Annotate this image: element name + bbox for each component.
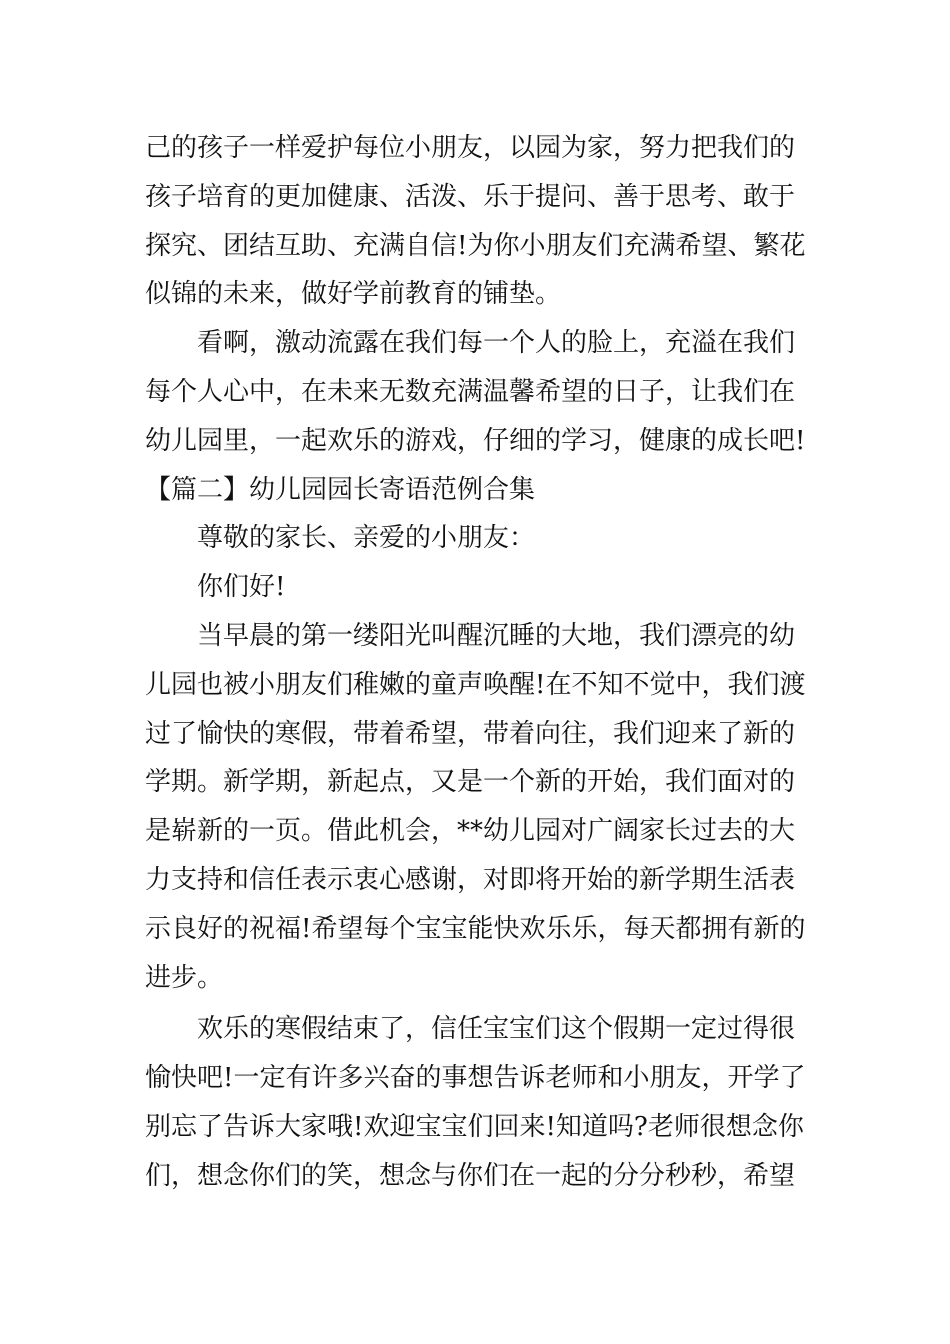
text-line: 每个人心中，在未来无数充满温馨希望的日子，让我们在 bbox=[145, 376, 796, 407]
text-line: 学期。新学期，新起点，又是一个新的开始，我们面对的 bbox=[145, 767, 796, 798]
text-line: 探究、团结互助、充满自信!为你小朋友们充满希望、繁花 bbox=[145, 230, 806, 261]
text-line: 当早晨的第一缕阳光叫醒沉睡的大地，我们漂亮的幼 bbox=[197, 620, 796, 651]
text-line: 力支持和信任表示衷心感谢，对即将开始的新学期生活表 bbox=[145, 864, 796, 895]
document-body bbox=[145, 124, 810, 1201]
section-heading: 【篇二】幼儿园园长寄语范例合集 bbox=[145, 474, 536, 505]
text-line: 欢乐的寒假结束了，信任宝宝们这个假期一定过得很 bbox=[197, 1014, 796, 1045]
paragraph bbox=[145, 612, 810, 1002]
text-line: 进步。 bbox=[145, 962, 224, 993]
paragraph bbox=[145, 1005, 810, 1200]
text-line: 似锦的未来，做好学前教育的铺垫。 bbox=[145, 279, 562, 310]
greeting-line: 你们好! bbox=[197, 572, 286, 603]
text-line: 愉快吧!一定有许多兴奋的事想告诉老师和小朋友，开学了 bbox=[145, 1063, 806, 1094]
paragraph bbox=[145, 514, 810, 563]
text-line: 别忘了告诉大家哦!欢迎宝宝们回来!知道吗?老师很想念你 bbox=[145, 1111, 804, 1142]
text-line: 过了愉快的寒假，带着希望，带着向往，我们迎来了新的 bbox=[145, 718, 796, 749]
paragraph bbox=[145, 124, 810, 319]
salutation-line: 尊敬的家长、亲爱的小朋友： bbox=[197, 523, 536, 554]
text-line: 看啊，激动流露在我们每一个人的脸上，充溢在我们 bbox=[197, 328, 796, 359]
paragraph bbox=[145, 563, 810, 612]
paragraph bbox=[145, 319, 810, 465]
text-line: 儿园也被小朋友们稚嫩的童声唤醒!在不知不觉中，我们渡 bbox=[145, 669, 806, 700]
text-line: 己的孩子一样爱护每位小朋友，以园为家，努力把我们的 bbox=[145, 133, 796, 163]
text-line: 们，想念你们的笑，想念与你们在一起的分分秒秒，希望 bbox=[145, 1160, 796, 1191]
text-line: 是崭新的一页。借此机会，**幼儿园对广阔家长过去的大 bbox=[145, 816, 796, 847]
text-line: 示良好的祝福!希望每个宝宝能快欢乐乐，每天都拥有新的 bbox=[145, 913, 806, 944]
text-line: 孩子培育的更加健康、活泼、乐于提问、善于思考、敢于 bbox=[145, 181, 796, 212]
text-line: 幼儿园里，一起欢乐的游戏，仔细的学习，健康的成长吧! bbox=[145, 425, 806, 456]
